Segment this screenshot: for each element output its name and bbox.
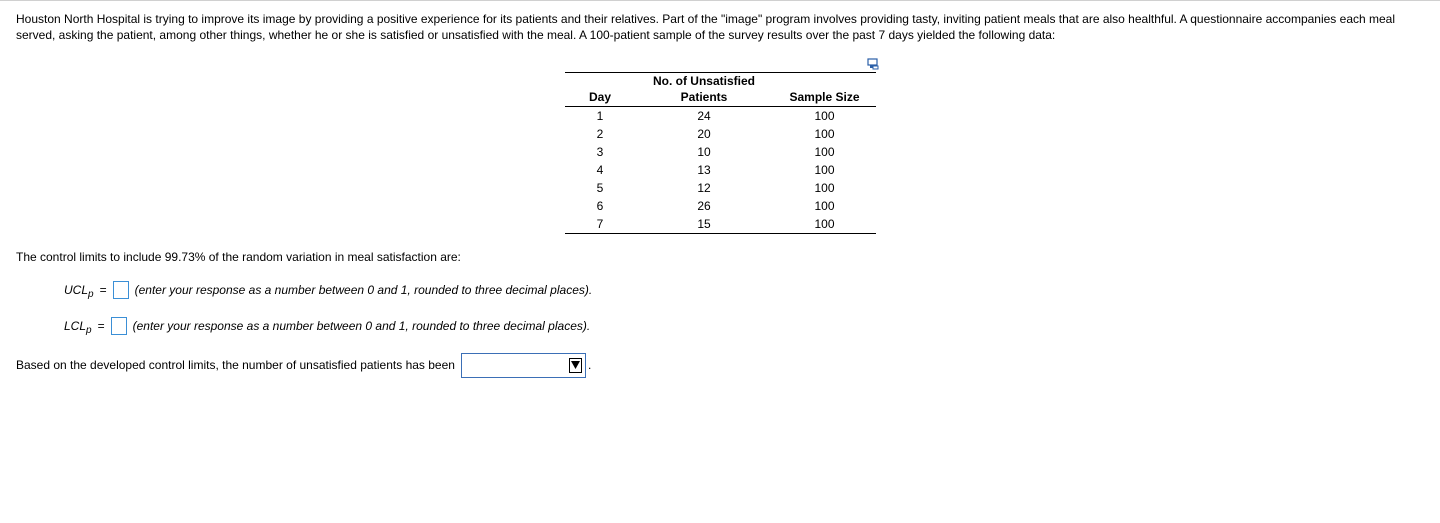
final-period: .	[587, 358, 592, 372]
cell-unsatisfied: 26	[697, 199, 711, 213]
cell-day: 2	[596, 127, 604, 141]
ucl-equals: =	[99, 283, 107, 297]
cell-sample-size: 100	[814, 127, 835, 141]
cell-sample-size: 100	[773, 215, 876, 234]
table-row	[565, 197, 876, 215]
cell-sample-size: 100	[814, 109, 835, 123]
data-table	[565, 72, 876, 234]
cell-sample-size: 100	[814, 145, 835, 159]
lcl-input[interactable]	[111, 317, 127, 335]
cell-day: 7	[565, 215, 635, 234]
table-row	[565, 215, 876, 234]
final-question-row	[16, 352, 591, 378]
cell-day: 3	[596, 145, 604, 159]
cell-day: 6	[596, 199, 604, 213]
header-sample-size: Sample Size	[773, 73, 876, 107]
lcl-hint: (enter your response as a number between 0 and 1, rounded to three decimal places).	[132, 319, 591, 333]
top-divider	[0, 0, 1440, 1]
dropdown-arrow-icon[interactable]	[569, 358, 582, 373]
problem-statement: Houston North Hospital is trying to improve its image by providing a positive experience for its patients and their relatives. Part of the "image" program involves providing tasty, inviting patient meals that are also healthful. A questionnaire accompanies each meal served, asking the patient, among other things, whether he or she is satisfied or unsatisfied with the meal. A 100-patient sample of the survey results over the past 7 days yielded the following data:	[16, 12, 1396, 42]
table-row	[565, 179, 876, 197]
cell-sample-size: 100	[814, 181, 835, 195]
cell-sample-size: 100	[814, 199, 835, 213]
ucl-row	[64, 280, 592, 300]
ucl-label: $UCL_p$	[64, 283, 94, 300]
cell-sample-size: 100	[814, 163, 835, 177]
lcl-row	[64, 316, 590, 336]
table-row	[565, 107, 876, 126]
ucl-hint: (enter your response as a number between 0 and 1, rounded to three decimal places).	[134, 283, 593, 297]
table-header-row	[565, 73, 876, 107]
final-question-text: Based on the developed control limits, the number of unsatisfied patients has been	[16, 358, 455, 372]
cell-day: 5	[596, 181, 604, 195]
process-status-dropdown[interactable]	[461, 353, 586, 378]
header-unsatisfied-line1: No. of Unsatisfied	[652, 74, 755, 88]
question-prompt: The control limits to include 99.73% of the random variation in meal satisfaction are:	[16, 250, 461, 264]
cell-unsatisfied: 24	[697, 109, 711, 123]
copy-icon[interactable]	[867, 58, 879, 70]
ucl-input[interactable]	[113, 281, 129, 299]
header-unsatisfied	[635, 73, 773, 107]
table-row	[565, 125, 876, 143]
table-row	[565, 143, 876, 161]
cell-unsatisfied: 12	[697, 181, 711, 195]
header-unsatisfied-line2: Patients	[680, 90, 728, 104]
cell-day: 4	[596, 163, 604, 177]
header-day: Day	[565, 73, 635, 107]
cell-unsatisfied: 20	[697, 127, 711, 141]
table-row	[565, 161, 876, 179]
cell-unsatisfied: 15	[635, 215, 773, 234]
cell-day: 1	[596, 109, 604, 123]
cell-unsatisfied: 10	[697, 145, 711, 159]
cell-unsatisfied: 13	[697, 163, 711, 177]
lcl-equals: =	[97, 319, 105, 333]
lcl-label: $LCL_p$	[64, 319, 92, 336]
